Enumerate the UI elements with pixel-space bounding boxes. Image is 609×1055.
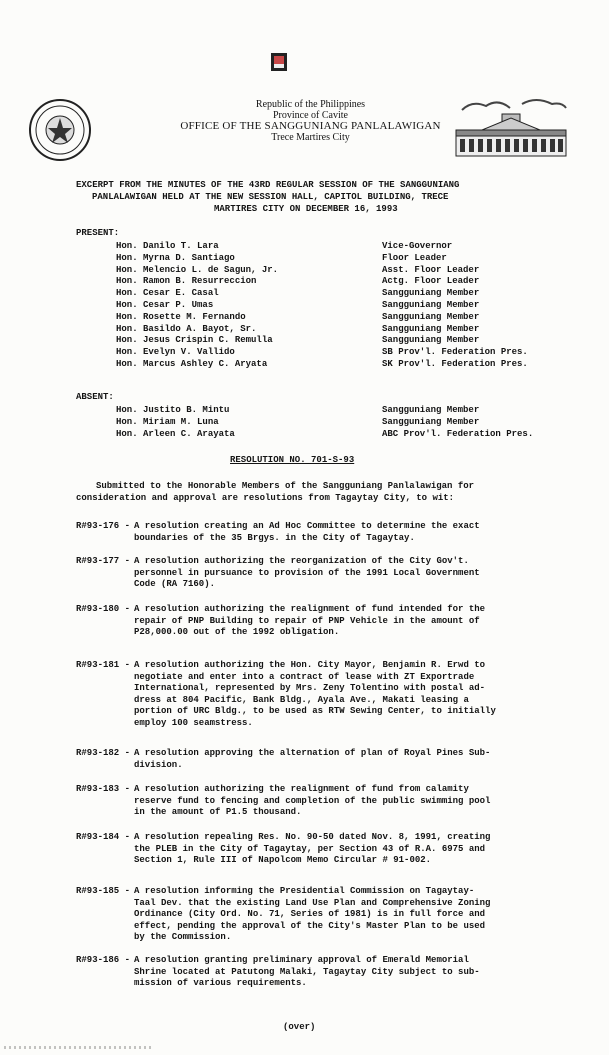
present-member-name: Hon. Evelyn V. Vallido [116, 347, 235, 358]
present-member-name: Hon. Danilo T. Lara [116, 241, 219, 251]
intro-line-2: consideration and approval are resolutions from Tagaytay City, to wit: [76, 493, 455, 503]
resolution-text-line: division. [134, 759, 183, 770]
present-label: PRESENT: [76, 228, 120, 238]
intro-line-1: Submitted to the Honorable Members of the Sangguniang Panlalawigan for [96, 481, 475, 491]
present-member-name: Hon. Marcus Ashley C. Aryata [116, 359, 268, 369]
absent-member-position: Sangguniang Member [382, 405, 480, 415]
absent-member-position: ABC Prov'l. Federation Pres. [382, 428, 534, 439]
resolution-text-line: Section 1, Rule III of Napolcom Memo Circular # 91-002. [134, 855, 432, 865]
resolution-text-line: A resolution authorizing the realignment of fund from calamity [134, 784, 469, 794]
province-line: Province of Cavite [273, 110, 348, 121]
resolution-text-line: personnel in pursuance to provision of the 1991 Local Government [134, 567, 480, 578]
absent-member-name: Hon. Justito B. Mintu [116, 405, 230, 415]
resolution-id: R#93-182 - [76, 748, 131, 758]
resolution-text-line: Ordinance (City Ord. No. 71, Series of 1981) is in full force and [134, 909, 486, 919]
present-member-name: Hon. Cesar P. Umas [116, 300, 214, 310]
republic-line: Republic of the Philippines [255, 99, 366, 110]
present-member-name: Hon. Rosette M. Fernando [116, 311, 246, 322]
resolution-text-line: A resolution creating an Ad Hoc Committee to determine the exact [134, 521, 480, 531]
excerpt-line-2: PANLALAWIGAN HELD AT THE NEW SESSION HALL, CAPITOL BUILDING, TRECE [92, 192, 449, 202]
present-member-position: Sangguniang Member [382, 311, 480, 322]
resolution-text-line: A resolution authorizing the realignment of fund intended for the [134, 604, 486, 614]
resolution-text-line: A resolution informing the Presidential Commission on Tagaytay- [134, 886, 475, 896]
present-member-position: Floor Leader [382, 252, 447, 263]
present-member-name: Hon. Ramon B. Resurreccion [116, 276, 257, 287]
excerpt-line-3: MARTIRES CITY ON DECEMBER 16, 1993 [214, 204, 398, 214]
present-member-name: Hon. Jesus Crispin C. Remulla [116, 335, 273, 346]
resolution-id: R#93-183 - [76, 784, 131, 794]
absent-member-name: Hon. Miriam M. Luna [116, 416, 219, 427]
resolution-text-line: A resolution authorizing the Hon. City Mayor, Benjamin R. Erwd to [134, 660, 486, 670]
excerpt-line-1: EXCERPT FROM THE MINUTES OF THE 43RD REGULAR SESSION OF THE SANGGUNIANG [76, 180, 460, 190]
present-member-name: Hon. Basildo A. Bayot, Sr. [116, 323, 257, 334]
present-member-name: Hon. Melencio L. de Sagun, Jr. [116, 264, 279, 275]
city-line: Trece Martires City [271, 132, 350, 143]
scan-noise [4, 1046, 154, 1049]
resolution-id: R#93-181 - [76, 660, 131, 670]
resolution-id: R#93-186 - [76, 955, 131, 965]
office-line: OFFICE OF THE SANGGUNIANG PANLALAWIGAN [180, 120, 441, 132]
present-member-position: Actg. Floor Leader [382, 276, 480, 287]
resolution-id: R#93-180 - [76, 604, 131, 614]
resolution-text-line: Shrine located at Patutong Malaki, Tagaytay City subject to sub- [134, 966, 480, 977]
resolution-id: R#93-176 - [76, 521, 131, 531]
resolution-text-line: negotiate and enter into a contract of lease with ZT Exportrade [134, 671, 475, 682]
resolution-text-line: repair of PNP Building to repair of PNP Vehicle in the amount of [134, 615, 480, 626]
resolution-text-line: employ 100 seamstress. [134, 717, 253, 728]
resolution-text-line: by the Commission. [134, 932, 232, 942]
present-member-position: Asst. Floor Leader [382, 264, 480, 275]
resolution-text-line: portion of URC Bldg., to be used as RTW Sewing Center, to initially [134, 706, 496, 716]
letterhead [0, 99, 609, 143]
resolution-text-line: effect, pending the approval of the City's Master Plan to be used [134, 920, 486, 931]
absent-member-position: Sangguniang Member [382, 416, 480, 427]
resolution-text-line: boundaries of the 35 Brgys. in the City of Tagaytay. [134, 532, 415, 543]
absent-member-name: Hon. Arleen C. Arayata [116, 428, 235, 439]
resolution-text-line: dress at 804 Pacific, Bank Bldg., Ayala Ave., Makati leasing a [134, 694, 469, 705]
resolution-text-line: International, represented by Mrs. Zeny Tolentino with postal ad- [134, 683, 486, 693]
resolution-id: R#93-185 - [76, 886, 131, 896]
present-member-name: Hon. Cesar E. Casal [116, 288, 219, 299]
resolution-text-line: A resolution repealing Res. No. 90-50 dated Nov. 8, 1991, creating [134, 832, 491, 842]
present-member-position: Sangguniang Member [382, 300, 480, 310]
present-member-position: Sangguniang Member [382, 288, 480, 299]
over-note: (over) [283, 1022, 316, 1032]
resolution-text-line: in the amount of P1.5 thousand. [134, 807, 302, 817]
present-member-position: Sangguniang Member [382, 323, 480, 334]
resolution-text-line: mission of various requirements. [134, 978, 307, 988]
present-member-name: Hon. Myrna D. Santiago [116, 252, 235, 263]
resolution-text-line: A resolution approving the alternation of plan of Royal Pines Sub- [134, 748, 491, 758]
present-member-position: Sangguniang Member [382, 335, 480, 346]
resolution-number: RESOLUTION NO. 701-S-93 [230, 455, 355, 465]
present-member-position: SK Prov'l. Federation Pres. [382, 359, 528, 369]
top-emblem-icon [270, 52, 288, 72]
resolution-text-line: Taal Dev. that the existing Land Use Plan and Comprehensive Zoning [134, 897, 491, 908]
present-member-position: SB Prov'l. Federation Pres. [382, 347, 528, 358]
absent-label: ABSENT: [76, 392, 114, 402]
present-member-position: Vice-Governor [382, 241, 453, 251]
resolution-text-line: Code (RA 7160). [134, 579, 216, 589]
resolution-text-line: A resolution granting preliminary approval of Emerald Memorial [134, 955, 469, 965]
resolution-text-line: P28,000.00 out of the 1992 obligation. [134, 627, 340, 637]
resolution-text-line: reserve fund to fencing and completion of the public swimming pool [134, 795, 491, 806]
resolution-id: R#93-184 - [76, 832, 131, 842]
resolution-text-line: the PLEB in the City of Tagaytay, per Section 43 of R.A. 6975 and [134, 843, 486, 854]
resolution-text-line: A resolution authorizing the reorganization of the City Gov't. [134, 556, 469, 566]
resolution-id: R#93-177 - [76, 556, 131, 566]
